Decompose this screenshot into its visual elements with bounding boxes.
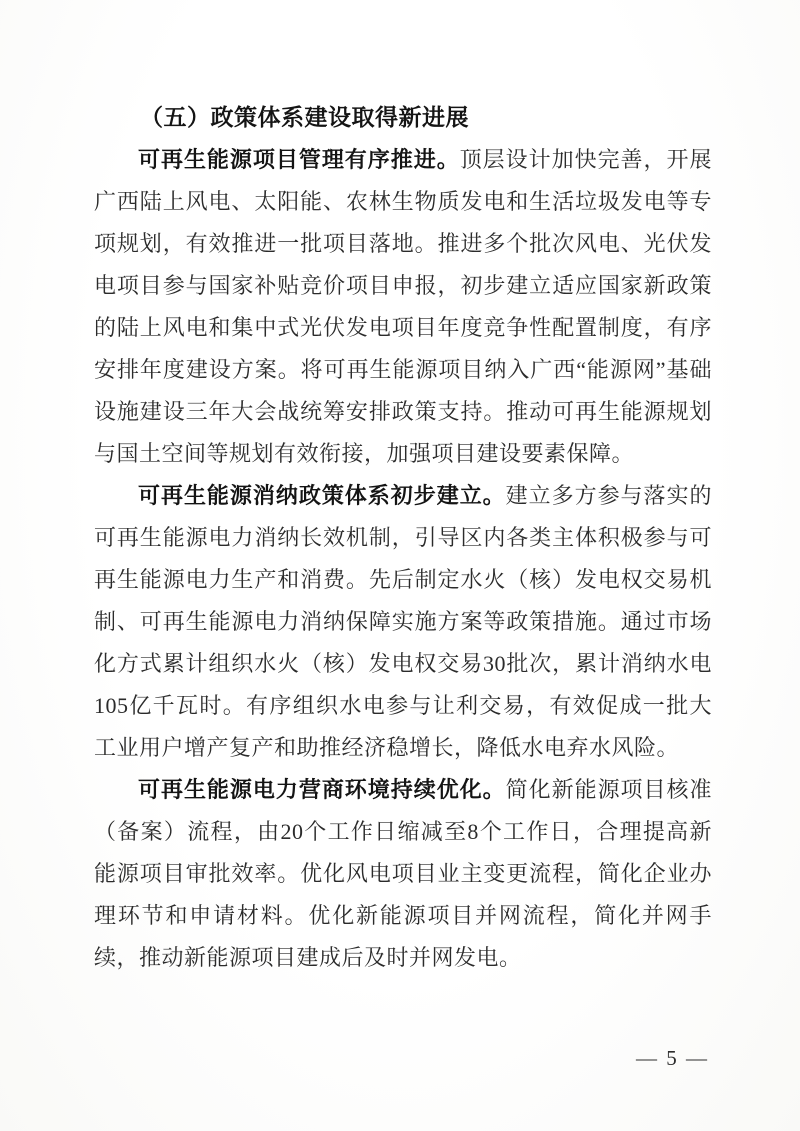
paragraph-1-body: 顶层设计加快完善，开展广西陆上风电、太阳能、农林生物质发电和生活垃圾发电等专项规划，有效推进一批项目落地。推进多个批次风电、光伏发电项目参与国家补贴竞价项目申报，初步建立适应国家新政策的陆上风电和集中式光伏发电项目年度竞争性配置制度，有序安排年度建设方案。将可再生能源项目纳入广西“能源网”基础设施建设三年大会战统筹安排政策支持。推动可再生能源规划与国土空间等规划有效衔接，加强项目建设要素保障。 <box>94 147 712 466</box>
document-content <box>94 97 712 979</box>
page-number: — 5 — <box>636 1046 709 1070</box>
paragraph-business-environment <box>94 769 712 979</box>
section-heading: （五）政策体系建设取得新进展 <box>140 105 469 130</box>
paragraph-1-lead: 可再生能源项目管理有序推进。 <box>138 147 460 172</box>
paragraph-2-lead: 可再生能源消纳政策体系初步建立。 <box>138 483 506 508</box>
paragraph-2-body: 建立多方参与落实的可再生能源电力消纳长效机制，引导区内各类主体积极参与可再生能源电力生产和消费。先后制定水火（核）发电权交易机制、可再生能源电力消纳保障实施方案等政策措施。通过市场化方式累计组织水火（核）发电权交易30批次，累计消纳水电105亿千瓦时。有序组织水电参与让利交易，有效促成一批大工业用户增产复产和助推经济稳增长，降低水电弃水风险。 <box>94 483 712 760</box>
paragraph-3-body: 简化新能源项目核准（备案）流程，由20个工作日缩减至8个工作日，合理提高新能源项目审批效率。优化风电项目业主变更流程，简化企业办理环节和申请材料。优化新能源项目并网流程，简化并网手续，推动新能源项目建成后及时并网发电。 <box>94 777 712 970</box>
paragraph-consumption-policy <box>94 475 712 769</box>
paragraph-3-lead: 可再生能源电力营商环境持续优化。 <box>138 777 506 802</box>
paragraph-project-management <box>94 139 712 475</box>
